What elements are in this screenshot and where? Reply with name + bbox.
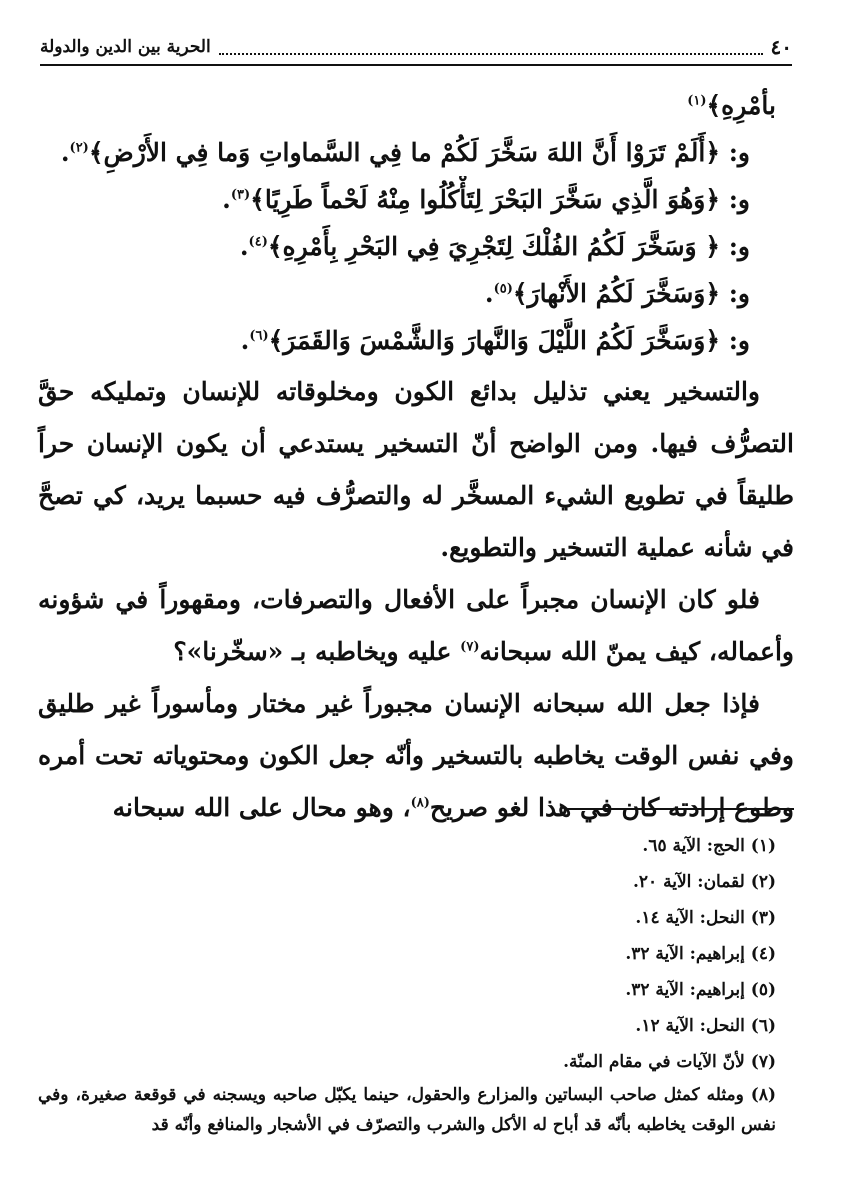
verse-prefix: و: bbox=[719, 326, 750, 355]
verse-line bbox=[38, 129, 794, 176]
verse-text: ﴿وَسَخَّرَ لَكُمُ الأَنْهارَ﴾ bbox=[512, 279, 720, 308]
footnote-item: (٧) لأنّ الآيات في مقام المنّة. bbox=[563, 1052, 776, 1072]
verse-line bbox=[38, 223, 794, 270]
verse-list bbox=[38, 82, 794, 364]
paragraph-text: عليه ويخاطبه بـ «سخّرنا»؟ bbox=[173, 637, 461, 666]
footnote-item: (٣) النحل: الآية ١٤. bbox=[635, 908, 776, 928]
footnote-ref: (٧) bbox=[460, 639, 480, 655]
verse-end: . bbox=[60, 138, 70, 167]
verse-text: ﴿ وَسَخَّرَ لَكُمُ الفُلْكَ لِتَجْرِيَ فِي البَحْرِ بِأَمْرِهِ﴾ bbox=[267, 232, 720, 261]
footnote-item: (٢) لقمان: الآية ٢٠. bbox=[633, 872, 776, 892]
page-header bbox=[40, 30, 792, 66]
page-number: ٤٠ bbox=[770, 35, 792, 59]
footnote-item: (٨) ومثله كمثل صاحب البساتين والمزارع والحقول، حينما يكبّل صاحبه ويسجنه في قوقعة صغيرة، وفي نفس الوقت يخاطبه بأنّه قد أباح له الأكل والشرب والتصرّف في الأشجار والمنافع وأنّه قد bbox=[38, 1085, 776, 1135]
footnote-ref: (٤) bbox=[248, 234, 268, 250]
verse-prefix: و: bbox=[719, 232, 750, 261]
footnote-item: (١) الحج: الآية ٦٥. bbox=[642, 836, 776, 856]
verse-end: . bbox=[239, 232, 249, 261]
paragraph-text: ، وهو محال على الله سبحانه bbox=[112, 793, 411, 822]
footnote-ref: (٨) bbox=[410, 795, 430, 811]
paragraph-list bbox=[38, 366, 794, 834]
verse-text: بأمْرِهِ﴾ bbox=[706, 91, 776, 120]
verse-line bbox=[38, 270, 794, 317]
footnote-ref: (٥) bbox=[493, 281, 513, 297]
verse-prefix: و: bbox=[719, 138, 750, 167]
footnote-item: (٥) إبراهيم: الآية ٣٢. bbox=[625, 980, 776, 1000]
verse-text: ﴿وَسَخَّرَ لَكُمُ اللَّيْلَ وَالنَّهارَ وَالشَّمْسَ وَالقَمَرَ﴾ bbox=[268, 326, 720, 355]
verse-line bbox=[38, 317, 794, 364]
body-paragraph bbox=[38, 678, 794, 834]
footnote-ref: (٣) bbox=[230, 187, 251, 203]
running-title: الحرية بين الدين والدولة bbox=[40, 37, 211, 57]
verse-end: . bbox=[484, 279, 494, 308]
footnote-ref: (٦) bbox=[249, 328, 269, 344]
footnote-ref: (١) bbox=[687, 93, 707, 109]
verse-prefix: و: bbox=[719, 185, 750, 214]
verse-text: ﴿أَلَمْ تَرَوْا أَنَّ اللهَ سَخَّرَ لَكُمْ ما فِي السَّماواتِ وَما فِي الأَرْضِ﴾ bbox=[88, 138, 720, 167]
verse-prefix: و: bbox=[719, 279, 750, 308]
verse-line bbox=[38, 176, 794, 223]
body-paragraph bbox=[38, 366, 794, 574]
footnote-ref: (٢) bbox=[69, 140, 89, 156]
paragraph-text: فإذا جعل الله سبحانه الإنسان مجبوراً غير مختار ومأسوراً غير طليق وفي نفس الوقت يخاطبه بالتسخير وأنّه جعل الكون ومحتوياته تحت أمره وطوع إرادته كان في هذا لغو صريح bbox=[38, 689, 794, 822]
footnotes bbox=[38, 828, 794, 1140]
verse-end: . bbox=[240, 326, 250, 355]
paragraph-text: والتسخير يعني تذليل بدائع الكون ومخلوقاته للإنسان وتمليكه حقَّ التصرُّف فيها. ومن الواضح أنّ التسخير يستدعي أن يكون الإنسان حراً طليقاً في تطويع الشيء المسخَّر له والتصرُّف فيه حسبما يريد، كي تصحَّ في شأنه عملية التسخير والتطويع. bbox=[38, 377, 794, 562]
verse-line bbox=[38, 82, 794, 129]
footnote-item: (٤) إبراهيم: الآية ٣٢. bbox=[625, 944, 776, 964]
body-paragraph bbox=[38, 574, 794, 678]
dotted-leader bbox=[219, 52, 763, 55]
paragraph-text: فلو كان الإنسان مجبراً على الأفعال والتصرفات، ومقهوراً في شؤونه وأعماله، كيف يمنّ الله سبحانه bbox=[38, 585, 794, 666]
verse-text: ﴿وَهُوَ الَّذِي سَخَّرَ البَحْرَ لِتَأْكُلُوا مِنْهُ لَحْماً طَرِيًا﴾ bbox=[250, 185, 720, 214]
footnote-item: (٦) النحل: الآية ١٢. bbox=[635, 1016, 776, 1036]
main-text bbox=[38, 82, 794, 834]
footnote-separator bbox=[566, 808, 794, 810]
verse-end: . bbox=[222, 185, 231, 214]
